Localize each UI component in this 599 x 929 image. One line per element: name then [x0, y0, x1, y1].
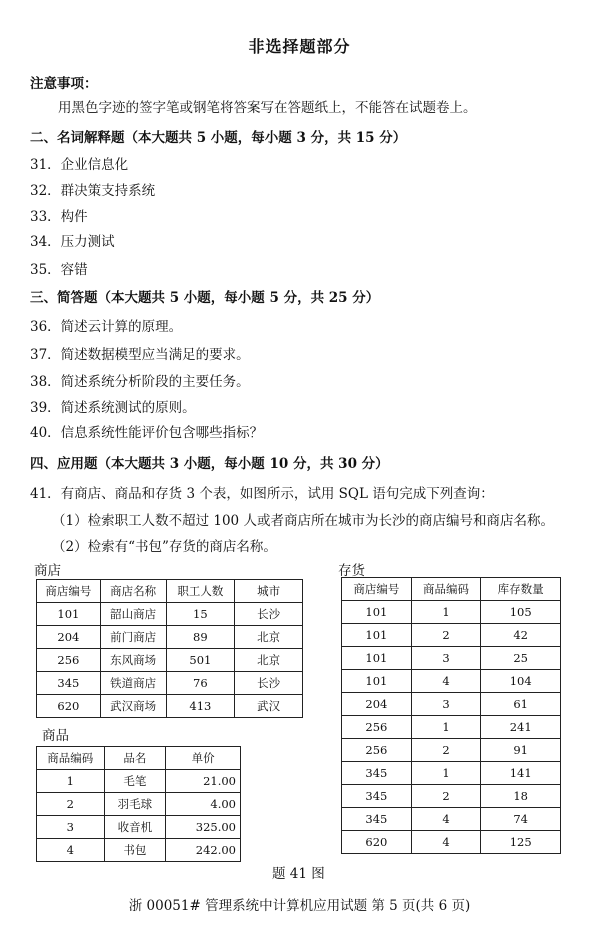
notice-heading: 注意事项：	[30, 76, 98, 92]
table-cell: 2	[411, 785, 481, 808]
column-header: 商店编号	[342, 578, 412, 601]
column-header: 库存数量	[481, 578, 561, 601]
table-cell: 3	[411, 693, 481, 716]
table-cell: 4	[411, 808, 481, 831]
table-cell: 书包	[104, 839, 166, 862]
table-cell: 620	[342, 831, 412, 854]
table-cell: 61	[481, 693, 561, 716]
table-cell: 18	[481, 785, 561, 808]
table-cell: 2	[411, 739, 481, 762]
question-35: 35．容错	[30, 262, 88, 278]
table-cell: 长沙	[235, 603, 303, 626]
table-row	[342, 831, 561, 854]
table-row	[37, 626, 303, 649]
question-39: 39．简述系统测试的原则。	[30, 400, 196, 416]
table-cell: 204	[342, 693, 412, 716]
table-row	[37, 770, 241, 793]
table-cell: 1	[411, 762, 481, 785]
column-header: 商品编码	[411, 578, 481, 601]
question-37: 37．简述数据模型应当满足的要求。	[30, 347, 250, 363]
table-row	[37, 603, 303, 626]
table-row	[37, 816, 241, 839]
table-cell: 4	[411, 831, 481, 854]
table-cell: 北京	[235, 626, 303, 649]
table-cell: 125	[481, 831, 561, 854]
table-cell: 1	[411, 716, 481, 739]
column-header: 商店名称	[100, 580, 166, 603]
table-cell: 韶山商店	[100, 603, 166, 626]
table-row	[37, 649, 303, 672]
column-header: 品名	[104, 747, 166, 770]
table-cell: 北京	[235, 649, 303, 672]
table-cell: 256	[342, 739, 412, 762]
table-cell: 101	[342, 601, 412, 624]
inventory-table-caption: 存货	[338, 563, 365, 579]
table-cell: 3	[411, 647, 481, 670]
question-33: 33．构件	[30, 209, 88, 225]
table-cell: 242.00	[166, 839, 241, 862]
table-cell: 91	[481, 739, 561, 762]
table-cell: 毛笔	[104, 770, 166, 793]
table-cell: 15	[166, 603, 235, 626]
table-row	[342, 739, 561, 762]
table-cell: 104	[481, 670, 561, 693]
table-cell: 76	[166, 672, 235, 695]
table-row	[342, 716, 561, 739]
inventory-table	[341, 577, 561, 854]
goods-table	[36, 746, 241, 862]
table-cell: 101	[37, 603, 101, 626]
table-cell: 256	[342, 716, 412, 739]
page-title: 非选择题部分	[248, 37, 351, 56]
table-row	[37, 695, 303, 718]
table-cell: 101	[342, 670, 412, 693]
table-cell: 羽毛球	[104, 793, 166, 816]
goods-table-caption: 商品	[42, 728, 69, 744]
question-32: 32．群决策支持系统	[30, 183, 156, 199]
table-cell: 长沙	[235, 672, 303, 695]
table-cell: 3	[37, 816, 105, 839]
table-cell: 2	[37, 793, 105, 816]
column-header: 城市	[235, 580, 303, 603]
table-cell: 345	[342, 762, 412, 785]
table-cell: 101	[342, 647, 412, 670]
section3-heading: 三、简答题（本大题共 5 小题，每小题 5 分，共 25 分）	[30, 290, 380, 306]
table-cell: 武汉	[235, 695, 303, 718]
table-cell: 256	[37, 649, 101, 672]
question-34: 34．压力测试	[30, 234, 115, 250]
table-cell: 325.00	[166, 816, 241, 839]
stores-table-caption: 商店	[34, 563, 61, 579]
table-cell: 收音机	[104, 816, 166, 839]
table-cell: 4.00	[166, 793, 241, 816]
question-38: 38．简述系统分析阶段的主要任务。	[30, 374, 250, 390]
column-header: 商品编码	[37, 747, 105, 770]
figure-caption: 题 41 图	[272, 866, 325, 882]
table-row	[37, 672, 303, 695]
table-cell: 4	[37, 839, 105, 862]
table-cell: 1	[37, 770, 105, 793]
table-row	[342, 785, 561, 808]
section2-heading: 二、名词解释题（本大题共 5 小题，每小题 3 分，共 15 分）	[30, 130, 407, 146]
question-40: 40．信息系统性能评价包含哪些指标？	[30, 425, 264, 441]
table-cell: 345	[342, 785, 412, 808]
notice-body: 用黑色字迹的签字笔或钢笔将答案写在答题纸上，不能答在试题卷上。	[58, 100, 477, 116]
table-row	[37, 793, 241, 816]
table-cell: 105	[481, 601, 561, 624]
table-cell: 89	[166, 626, 235, 649]
table-header-row	[37, 580, 303, 603]
table-cell: 铁道商店	[100, 672, 166, 695]
table-cell: 74	[481, 808, 561, 831]
stores-table	[36, 579, 303, 718]
table-cell: 东风商场	[100, 649, 166, 672]
table-header-row	[37, 747, 241, 770]
table-cell: 620	[37, 695, 101, 718]
table-cell: 501	[166, 649, 235, 672]
table-cell: 101	[342, 624, 412, 647]
table-row	[342, 647, 561, 670]
table-cell: 25	[481, 647, 561, 670]
table-cell: 2	[411, 624, 481, 647]
column-header: 商店编号	[37, 580, 101, 603]
table-cell: 42	[481, 624, 561, 647]
table-header-row	[342, 578, 561, 601]
table-row	[342, 601, 561, 624]
table-cell: 武汉商场	[100, 695, 166, 718]
question-41: 41．有商店、商品和存货 3 个表，如图所示，试用 SQL 语句完成下列查询：	[30, 486, 494, 502]
question-36: 36．简述云计算的原理。	[30, 319, 183, 335]
table-row	[342, 808, 561, 831]
table-cell: 241	[481, 716, 561, 739]
table-row	[37, 839, 241, 862]
table-row	[342, 693, 561, 716]
section4-heading: 四、应用题（本大题共 3 小题，每小题 10 分，共 30 分）	[30, 456, 389, 472]
page-footer: 浙 00051# 管理系统中计算机应用试题 第 5 页(共 6 页)	[128, 898, 471, 914]
table-row	[342, 670, 561, 693]
question-31: 31．企业信息化	[30, 157, 129, 173]
question-41-sub2: （2）检索有“书包”存货的商店名称。	[52, 539, 277, 555]
table-cell: 141	[481, 762, 561, 785]
table-row	[342, 624, 561, 647]
table-cell: 前门商店	[100, 626, 166, 649]
table-cell: 21.00	[166, 770, 241, 793]
table-cell: 413	[166, 695, 235, 718]
table-cell: 345	[342, 808, 412, 831]
table-cell: 4	[411, 670, 481, 693]
table-cell: 345	[37, 672, 101, 695]
question-41-sub1: （1）检索职工人数不超过 100 人或者商店所在城市为长沙的商店编号和商店名称。	[52, 513, 554, 529]
table-cell: 204	[37, 626, 101, 649]
table-cell: 1	[411, 601, 481, 624]
column-header: 职工人数	[166, 580, 235, 603]
table-row	[342, 762, 561, 785]
column-header: 单价	[166, 747, 241, 770]
